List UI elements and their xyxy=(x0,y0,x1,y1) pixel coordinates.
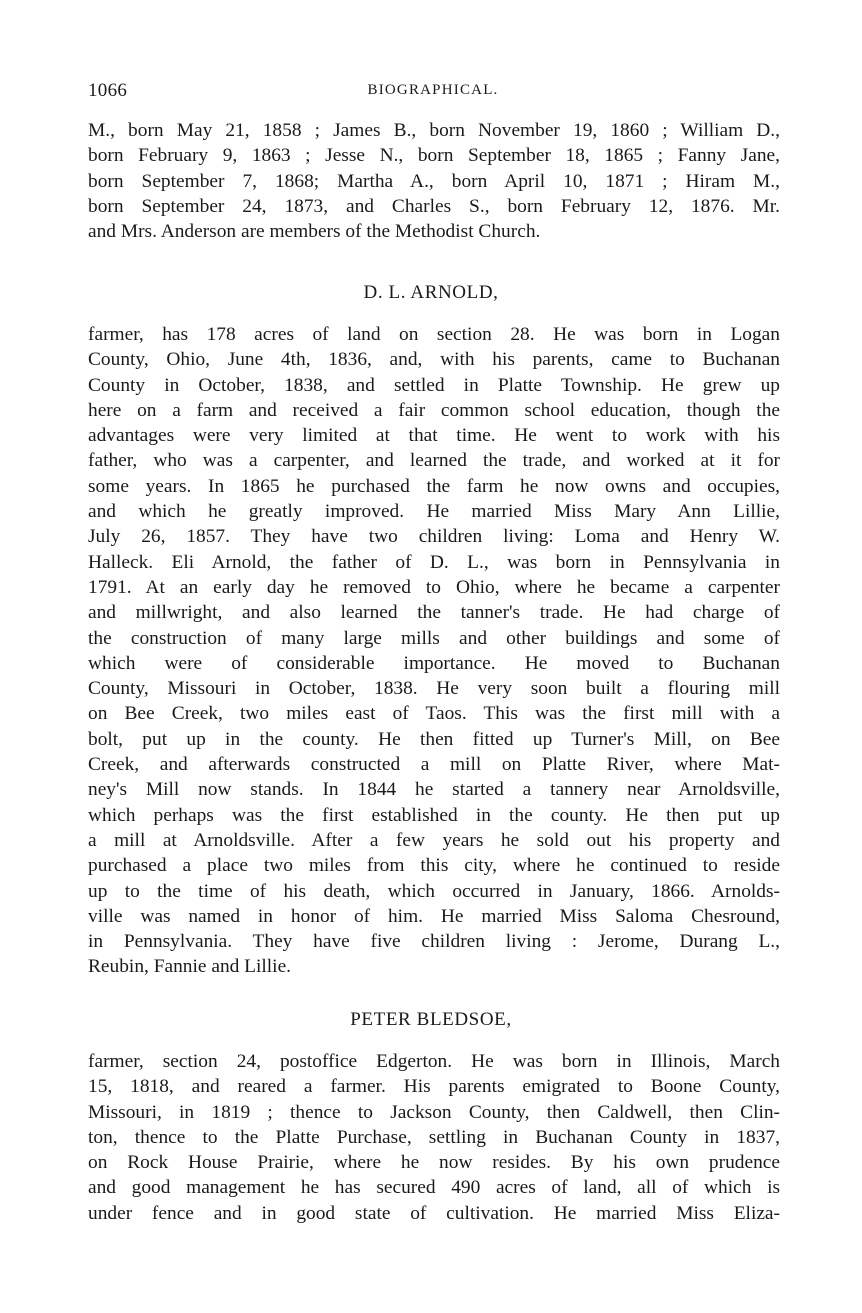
text-line: Missouri, in 1819 ; thence to Jackson County, then Caldwell, then Clin- xyxy=(88,1101,780,1123)
text-line: ney's Mill now stands. In 1844 he started a tannery near Arnoldsville, xyxy=(88,779,780,801)
text-line: advantages were very limited at that time. He went to work with his xyxy=(88,425,780,447)
text-line: bolt, put up in the county. He then fitted up Turner's Mill, on Bee xyxy=(88,728,780,750)
text-line: a mill at Arnoldsville. After a few years he sold out his property and xyxy=(88,829,780,851)
section-heading-arnold: D. L. ARNOLD, xyxy=(363,282,499,303)
text-line: father, who was a carpenter, and learned the trade, and worked at it for xyxy=(88,450,780,472)
text-line: up to the time of his death, which occurred in January, 1866. Arnolds- xyxy=(88,880,780,902)
text-line: on Rock House Prairie, where he now resides. By his own prudence xyxy=(88,1152,780,1174)
text-line: under fence and in good state of cultivation. He married Miss Eliza- xyxy=(88,1202,780,1224)
text-line: Creek, and afterwards constructed a mill on Platte River, where Mat- xyxy=(88,754,780,776)
continuation-paragraph xyxy=(88,118,780,244)
arnold-biography xyxy=(88,322,780,980)
text-line: July 26, 1857. They have two children living: Loma and Henry W. xyxy=(88,526,780,548)
text-line: and millwright, and also learned the tanner's trade. He had charge of xyxy=(88,602,780,624)
text-line: and good management he has secured 490 acres of land, all of which is xyxy=(88,1177,780,1199)
paragraph-text xyxy=(88,322,780,980)
text-line: the construction of many large mills and other buildings and some of xyxy=(88,627,780,649)
page-number: 1066 xyxy=(88,80,128,101)
text-line: Reubin, Fannie and Lillie. xyxy=(88,956,292,978)
running-head: BIOGRAPHICAL. xyxy=(367,82,499,98)
text-line: ton, thence to the Platte Purchase, settling in Buchanan County in 1837, xyxy=(88,1126,780,1148)
text-line: and which he greatly improved. He married Miss Mary Ann Lillie, xyxy=(88,501,780,523)
text-line: farmer, section 24, postoffice Edgerton. He was born in Illinois, March xyxy=(88,1051,780,1072)
text-line: County, Missouri in October, 1838. He very soon built a flouring mill xyxy=(88,678,780,700)
text-line: here on a farm and received a fair common school education, though the xyxy=(88,399,780,421)
page-header xyxy=(88,80,778,104)
text-line: and Mrs. Anderson are members of the Methodist Church. xyxy=(88,221,541,243)
section-heading-bledsoe: PETER BLEDSOE, xyxy=(350,1009,512,1030)
bledsoe-biography xyxy=(88,1049,780,1226)
text-line: Halleck. Eli Arnold, the father of D. L., was born in Pennsylvania in xyxy=(88,551,780,573)
text-line: in Pennsylvania. They have five children living : Jerome, Durang L., xyxy=(88,931,780,953)
text-line: farmer, has 178 acres of land on section 28. He was born in Logan xyxy=(88,324,780,345)
paragraph-text xyxy=(88,118,780,244)
text-line: purchased a place two miles from this city, where he continued to reside xyxy=(88,855,780,877)
text-line: born February 9, 1863 ; Jesse N., born September 18, 1865 ; Fanny Jane, xyxy=(88,145,780,167)
text-line: 15, 1818, and reared a farmer. His parents emigrated to Boone County, xyxy=(88,1076,780,1098)
text-line: County in October, 1838, and settled in Platte Township. He grew up xyxy=(88,374,780,396)
text-line: 1791. At an early day he removed to Ohio, where he became a carpenter xyxy=(88,576,780,598)
text-line: M., born May 21, 1858 ; James B., born November 19, 1860 ; William D., xyxy=(88,120,780,141)
text-line: some years. In 1865 he purchased the farm he now owns and occupies, xyxy=(88,475,780,497)
text-line: County, Ohio, June 4th, 1836, and, with his parents, came to Buchanan xyxy=(88,349,780,371)
paragraph-text xyxy=(88,1049,780,1226)
text-line: which perhaps was the first established in the county. He then put up xyxy=(88,804,780,826)
text-line: born September 7, 1868; Martha A., born April 10, 1871 ; Hiram M., xyxy=(88,170,780,192)
text-line: born September 24, 1873, and Charles S., born February 12, 1876. Mr. xyxy=(88,195,780,217)
text-line: ville was named in honor of him. He married Miss Saloma Chesround, xyxy=(88,905,780,927)
text-line: on Bee Creek, two miles east of Taos. This was the first mill with a xyxy=(88,703,780,725)
text-line: which were of considerable importance. He moved to Buchanan xyxy=(88,652,780,674)
